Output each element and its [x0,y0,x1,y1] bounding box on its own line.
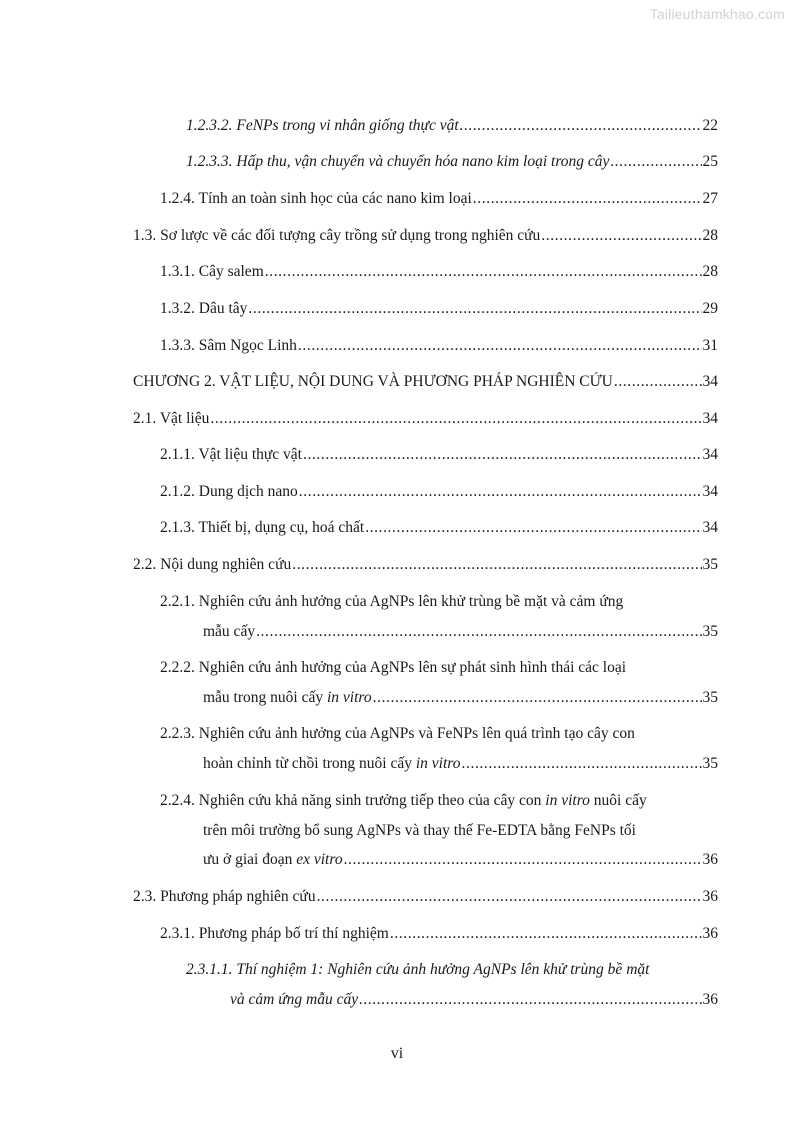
toc-entry[interactable] [160,587,718,646]
toc-entry-title: 1.3.2. Dâu tây [160,300,248,317]
toc-entry-title: 2.3. Phương pháp nghiên cứu [133,888,316,905]
dot-leader [359,985,701,1015]
toc-entry-title: 1.2.3.2. FeNPs trong vi nhân giống thực vật [186,117,459,134]
toc-entry[interactable] [160,184,718,214]
toc-entry-page: 25 [702,153,718,170]
toc-entry-page: 36 [702,925,718,942]
toc-entry[interactable] [133,404,718,434]
toc-entry-title: 2.2. Nội dung nghiên cứu [133,556,292,573]
toc-entry[interactable] [160,719,718,778]
toc-entry-title: 2.2.2. Nghiên cứu ảnh hưởng của AgNPs lên sự phát sinh hình thái các loại [160,659,627,676]
dot-leader [256,617,701,647]
toc-entry-page: 35 [702,754,718,772]
toc-entry[interactable] [186,147,718,177]
toc-entry[interactable] [160,919,718,949]
watermark: Tailieuthamkhao.com [649,6,785,22]
dot-leader [473,184,702,214]
toc-entry[interactable] [160,440,718,470]
dot-leader [390,919,702,949]
toc-entry[interactable] [186,955,718,1014]
dot-leader [299,477,702,507]
toc-entry-page: 22 [702,117,718,134]
toc-entry-title: 1.2.4. Tính an toàn sinh học của các nano kim loại [160,190,472,207]
toc-entry-page: 34 [702,483,718,500]
dot-leader [365,513,701,543]
toc-entry-title: CHƯƠNG 2. VẬT LIỆU, NỘI DUNG VÀ PHƯƠNG PHÁP NGHIÊN CỨU [133,373,613,390]
toc-entry[interactable] [133,882,718,912]
toc-entry-title: 1.3. Sơ lược về các đối tượng cây trồng sử dụng trong nghiên cứu [133,227,541,244]
dot-leader [460,111,702,141]
toc-entry[interactable] [160,513,718,543]
dot-leader [303,440,702,470]
toc-entry-title-cont: hoàn chỉnh từ chồi trong nuôi cấy in vitro [203,754,461,772]
latin-term: in vitro [326,688,372,706]
dot-leader [292,550,701,580]
toc-entry-title-cont: và cảm ứng mẫu cấy [230,990,359,1008]
toc-entry-title: 2.3.1. Phương pháp bố trí thí nghiệm [160,925,389,942]
toc-entry-page: 34 [702,446,718,463]
toc-entry[interactable] [160,294,718,324]
toc-entry-title: 2.1.3. Thiết bị, dụng cụ, hoá chất [160,519,365,536]
toc-entry-page: 36 [702,888,718,905]
toc-entry-page: 31 [702,337,718,354]
toc-entry-page: 36 [702,990,718,1008]
toc-entry-title: 2.2.4. Nghiên cứu khả năng sinh trưởng tiếp theo của cây con in vitro nuôi cấy [160,792,647,809]
toc-entry-page: 35 [702,556,718,573]
toc-entry[interactable] [186,111,718,141]
dot-leader [210,404,701,434]
toc-entry-title: 2.1. Vật liệu [133,410,210,427]
toc-entry-title-cont: trên môi trường bổ sung AgNPs và thay thế Fe-EDTA bằng FeNPs tối [203,821,636,839]
dot-leader [614,367,702,397]
toc-entry-chapter[interactable] [133,367,718,397]
toc-entry-title: 1.2.3.3. Hấp thu, vận chuyển và chuyển hóa nano kim loại trong cây [186,153,610,170]
toc-entry-page: 28 [702,227,718,244]
toc-entry-title-cont: mẫu cấy [203,622,256,640]
dot-leader [317,882,702,912]
toc-entry-page: 36 [702,851,718,868]
toc-entry-page: 29 [702,300,718,317]
latin-term: ex vitro [296,851,343,868]
toc-entry[interactable] [160,477,718,507]
dot-leader [541,221,701,251]
toc-entry-title-cont: ưu ở giai đoạn ex vitro [203,851,343,868]
page-number: vi [390,1045,404,1062]
toc-entry[interactable] [133,221,718,251]
toc-entry-page: 35 [702,688,718,706]
dot-leader [344,845,702,875]
toc-entry[interactable] [160,331,718,361]
toc-entry-title: 1.3.1. Cây salem [160,263,264,280]
toc-entry-title: 2.1.1. Vật liệu thực vật [160,446,302,463]
toc-entry[interactable] [133,550,718,580]
latin-term: in vitro [415,754,461,772]
toc-entry-page: 27 [702,190,718,207]
toc-entry-page: 34 [702,519,718,536]
toc-entry-page: 28 [702,263,718,280]
dot-leader [373,683,702,713]
dot-leader [265,257,702,287]
toc-entry-page: 34 [702,410,718,427]
toc-entry-title: 2.2.3. Nghiên cứu ảnh hưởng của AgNPs và FeNPs lên quá trình tạo cây con [160,725,635,742]
toc-entry-title: 2.3.1.1. Thí nghiệm 1: Nghiên cứu ảnh hưởng AgNPs lên khử trùng bề mặt [186,961,650,978]
toc-entry-title-cont: mẫu trong nuôi cấy in vitro [203,688,372,706]
toc-entry[interactable] [160,257,718,287]
toc-entry-title: 2.2.1. Nghiên cứu ảnh hưởng của AgNPs lên khử trùng bề mặt và cảm ứng [160,593,624,610]
toc-entry[interactable] [160,653,718,712]
toc-entry[interactable] [160,786,718,875]
dot-leader [462,749,702,779]
dot-leader [610,147,701,177]
dot-leader [248,294,701,324]
toc-entry-page: 35 [702,622,718,640]
toc-entry-page: 34 [702,373,718,390]
latin-term: in vitro [545,792,590,809]
dot-leader [298,331,702,361]
toc-entry-title: 1.3.3. Sâm Ngọc Linh [160,337,297,354]
toc-entry-title: 2.1.2. Dung dịch nano [160,483,298,500]
